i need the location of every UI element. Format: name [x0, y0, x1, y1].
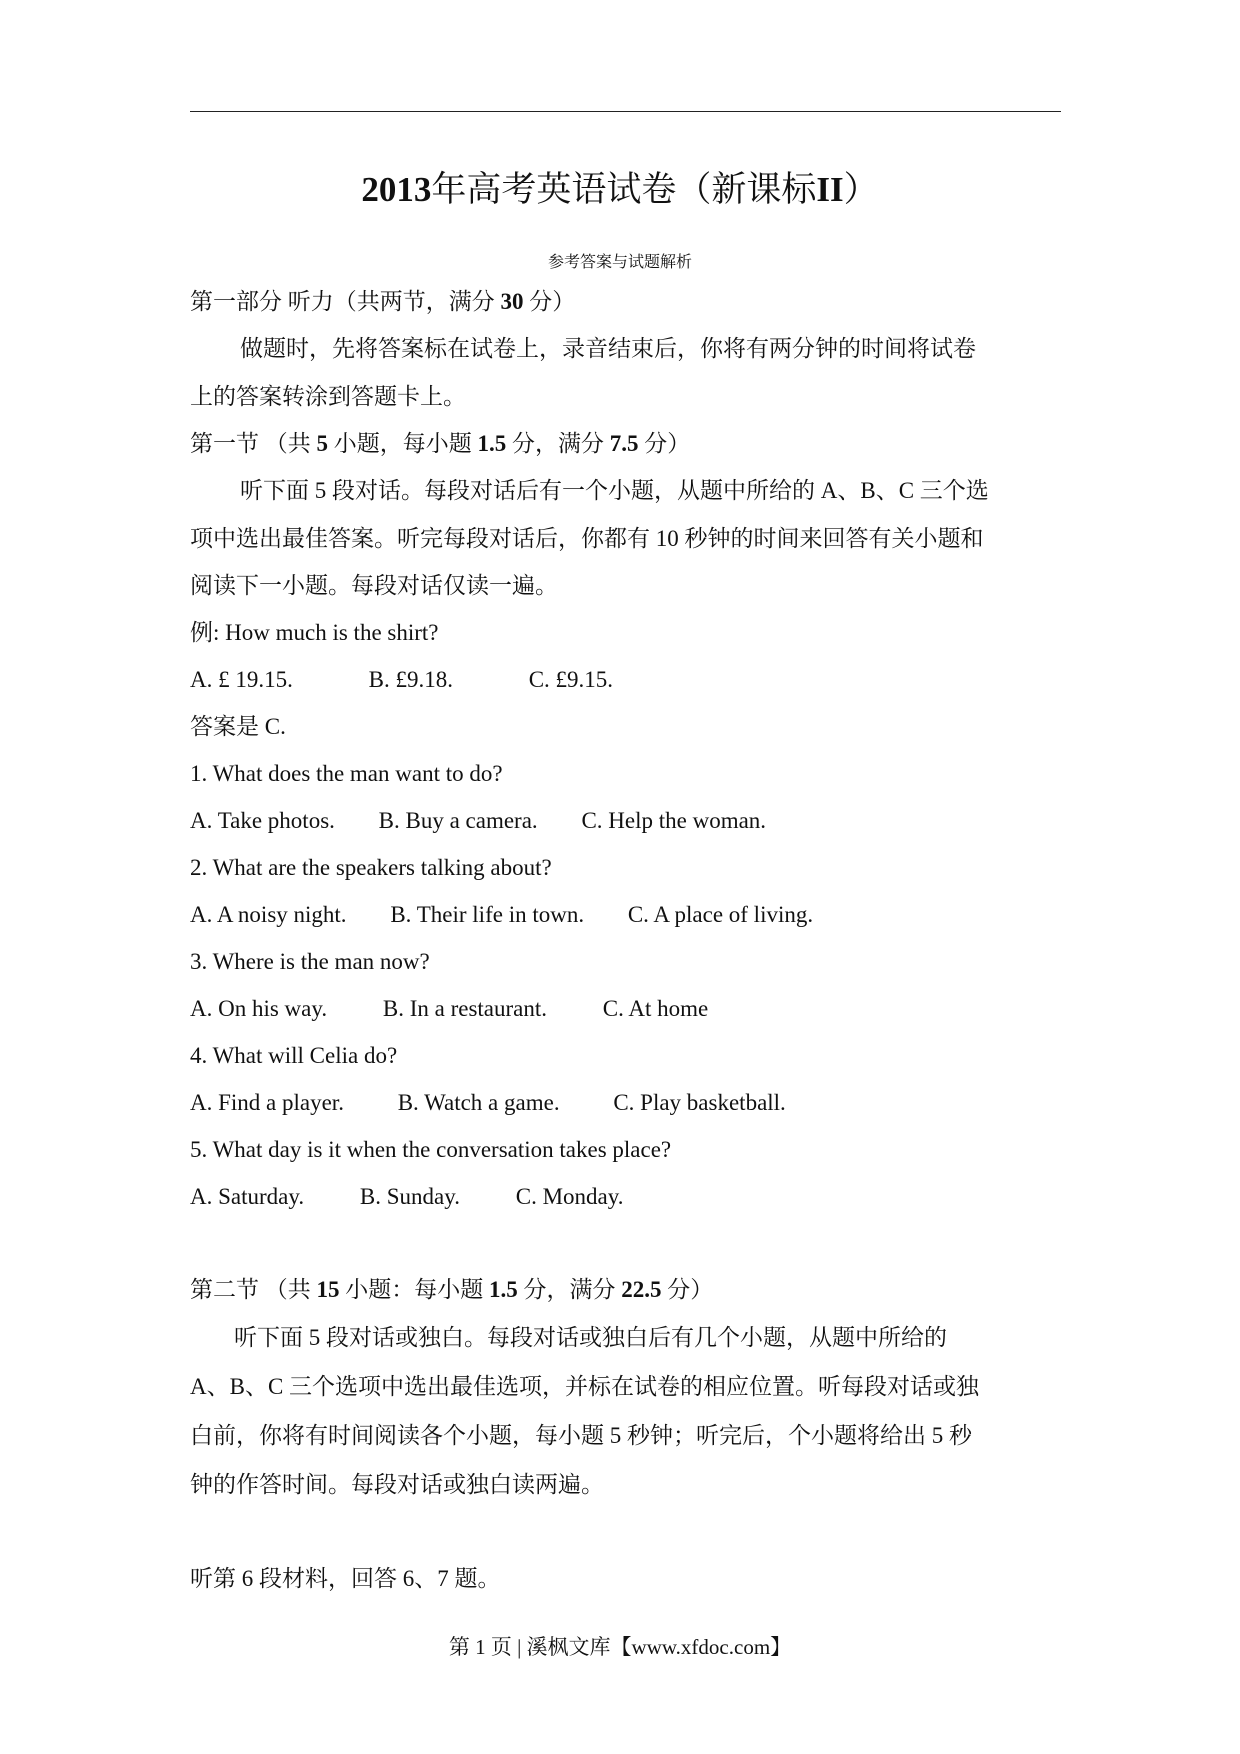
part1-heading: 第一部分 听力（共两节，满分 30 分）: [190, 289, 576, 314]
option: B. Sunday.: [359, 1184, 460, 1209]
section2-instruction-line: 听下面 5 段对话或独白。每段对话或独白后有几个小题，从题中所给的: [234, 1325, 947, 1350]
question-text: 3. Where is the man now?: [190, 949, 430, 974]
example-options: [190, 664, 613, 696]
question-text: 4. What will Celia do?: [190, 1043, 398, 1068]
option: C. A place of living.: [627, 902, 814, 927]
option: A. Find a player.: [190, 1090, 344, 1115]
section1-heading: 第一节 （共 5 小题，每小题 1.5 分，满分 7.5 分）: [190, 431, 691, 456]
option: A. Take photos.: [190, 808, 335, 833]
option: A. Saturday.: [190, 1184, 305, 1209]
example-question: 例: How much is the shirt?: [190, 620, 439, 645]
section1-instruction-line: 听下面 5 段对话。每段对话后有一个小题，从题中所给的 A、B、C 三个选: [240, 478, 989, 503]
option: C. Monday.: [515, 1184, 624, 1209]
page-title: 2013年高考英语试卷（新课标II）: [361, 170, 879, 209]
section2-instruction-line: 钟的作答时间。每段对话或独白读两遍。: [190, 1472, 604, 1497]
section1-instruction-line: 项中选出最佳答案。听完每段对话后，你都有 10 秒钟的时间来回答有关小题和: [190, 526, 984, 551]
option: A. £ 19.15.: [190, 667, 293, 692]
question-options: [190, 993, 708, 1025]
option: A. On his way.: [190, 996, 328, 1021]
option: B. Buy a camera.: [378, 808, 538, 833]
question-options: [190, 805, 766, 837]
part1-instruction-line: 做题时，先将答案标在试卷上，录音结束后，你将有两分钟的时间将试卷: [240, 336, 976, 361]
option: A. A noisy night.: [190, 902, 347, 927]
page-footer: 第 1 页 | 溪枫文库【www.xfdoc.com】: [448, 1635, 792, 1659]
option: C. £9.15.: [528, 667, 614, 692]
section1-instruction-line: 阅读下一小题。每段对话仅读一遍。: [190, 573, 558, 598]
question-options: [190, 899, 813, 931]
option: C. Help the woman.: [581, 808, 767, 833]
option: B. Their life in town.: [390, 902, 585, 927]
option: B. In a restaurant.: [382, 996, 548, 1021]
section2-instruction-line: 白前，你将有时间阅读各个小题，每小题 5 秒钟；听完后，个小题将给出 5 秒: [190, 1423, 972, 1448]
question-text: 5. What day is it when the conversation takes place?: [190, 1137, 672, 1162]
question-options: [190, 1087, 786, 1119]
question-text: 1. What does the man want to do?: [190, 761, 503, 786]
question-options: [190, 1181, 624, 1213]
example-answer: 答案是 C.: [190, 714, 286, 739]
section2-instruction-line: A、B、C 三个选项中选出最佳选项，并标在试卷的相应位置。听每段对话或独: [190, 1374, 980, 1399]
material-heading: 听第 6 段材料，回答 6、7 题。: [190, 1566, 501, 1591]
page-subtitle: 参考答案与试题解析: [547, 254, 692, 271]
option: B. Watch a game.: [397, 1090, 560, 1115]
section2-heading: 第二节 （共 15 小题：每小题 1.5 分，满分 22.5 分）: [190, 1277, 714, 1302]
part1-instruction-line: 上的答案转涂到答题卡上。: [190, 384, 466, 409]
question-text: 2. What are the speakers talking about?: [190, 855, 552, 880]
header-rule: [190, 111, 1061, 112]
option: C. At home: [602, 996, 709, 1021]
option: B. £9.18.: [368, 667, 453, 692]
option: C. Play basketball.: [613, 1090, 786, 1115]
